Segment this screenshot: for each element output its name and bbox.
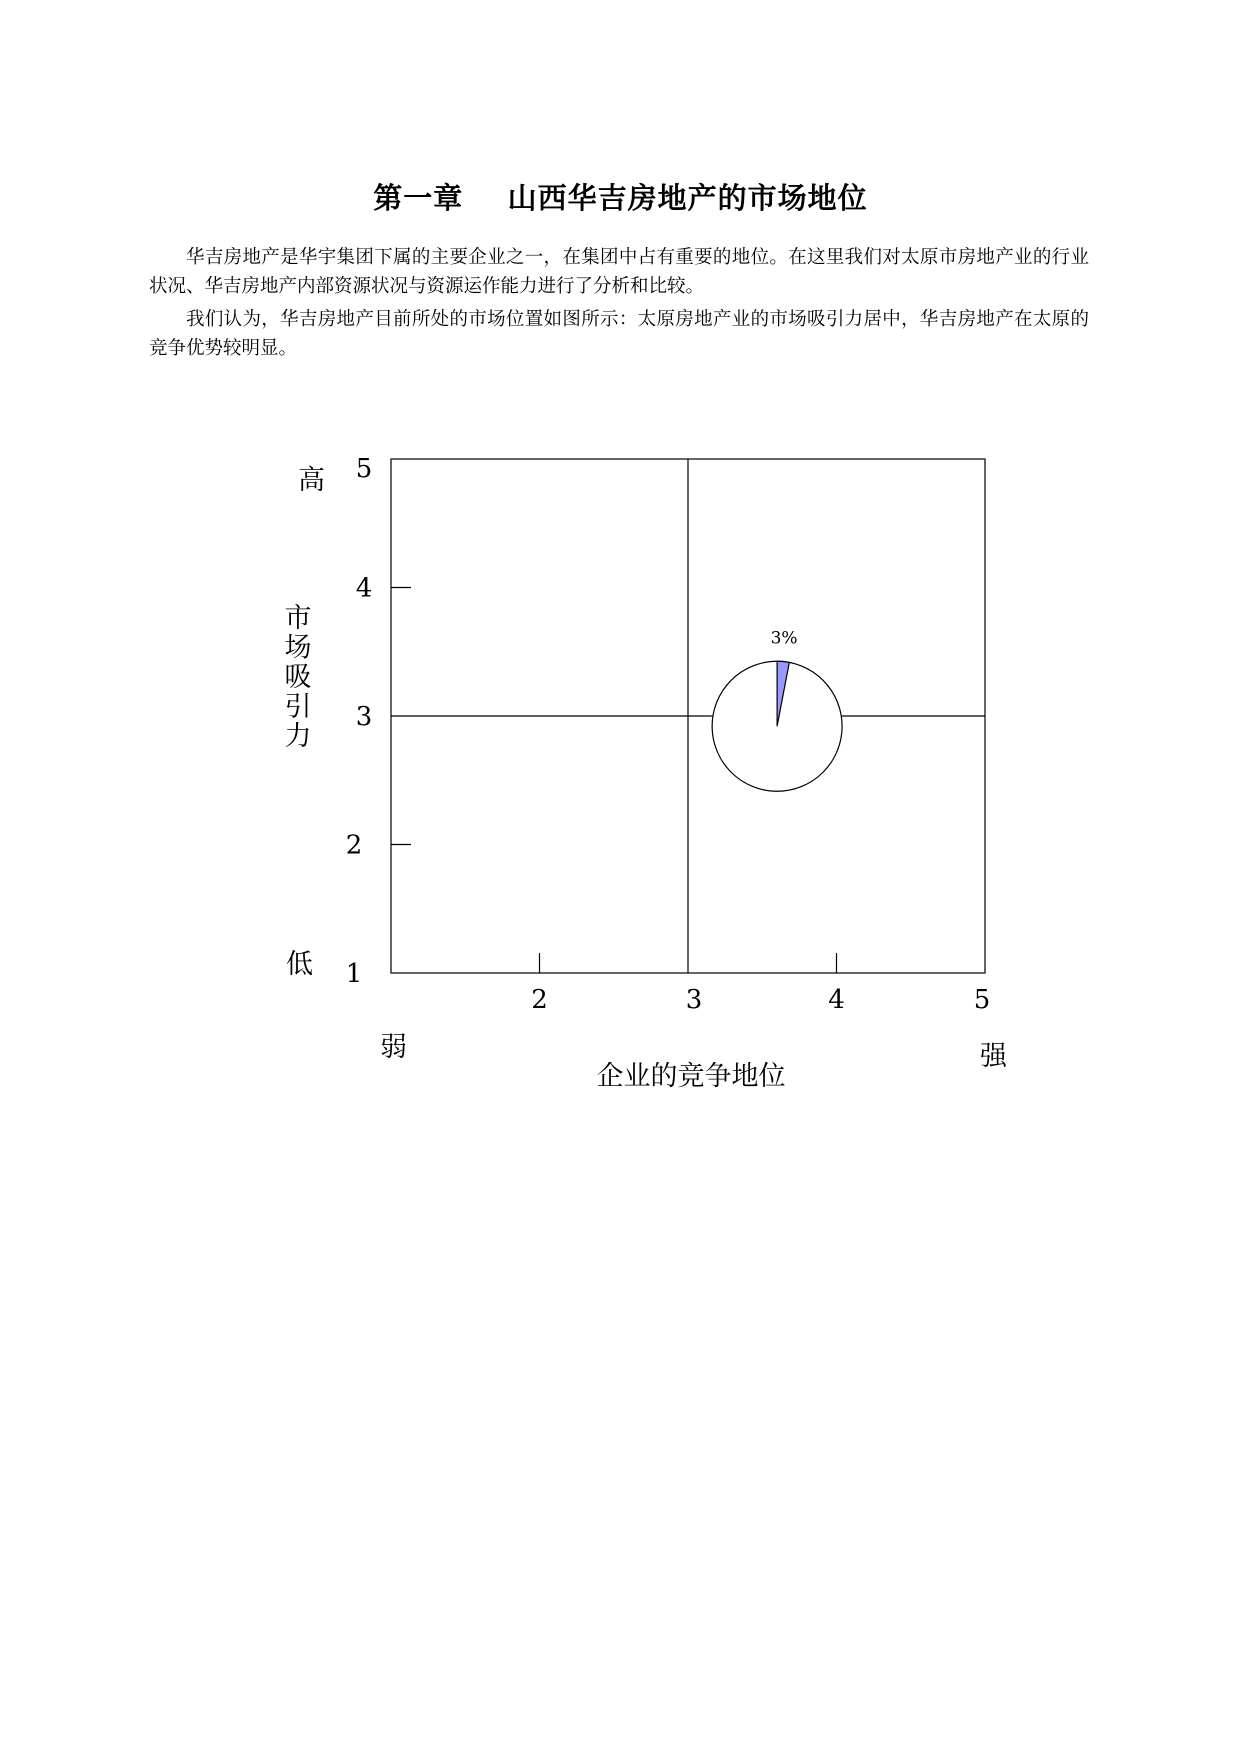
y-tick-label: 3 [355, 702, 373, 732]
body-paragraph-2: 我们认为，华吉房地产目前所处的市场位置如图所示：太原房地产业的市场吸引力居中，华吉房地产在太原的竞争优势较明显。 [149, 309, 1089, 359]
y-axis-title [285, 603, 312, 752]
y-high-label: 高 [298, 465, 325, 496]
point-layer [712, 628, 842, 791]
y-low-label: 低 [286, 949, 313, 980]
x-axis-title: 企业的竞争地位 [596, 1061, 786, 1092]
tick-label-layer [346, 454, 991, 1015]
x-tick-label: 2 [531, 985, 548, 1015]
y-tick-label: 1 [345, 959, 363, 989]
pie-bubble [712, 628, 842, 791]
x-tick-label: 5 [973, 985, 991, 1015]
x-tick-label: 4 [828, 985, 845, 1015]
grid-layer [391, 459, 985, 973]
y-axis-title-char: 引 [284, 691, 312, 723]
x-high-label: 强 [980, 1041, 1007, 1072]
y-tick-label: 4 [355, 573, 373, 604]
pie-slice-label: 3% [770, 628, 798, 649]
y-tick-label: 2 [345, 830, 363, 861]
x-tick-label: 3 [685, 985, 703, 1015]
y-axis-title-char: 场 [284, 632, 312, 664]
y-tick-label: 5 [355, 454, 373, 484]
y-axis-title-char: 市 [284, 603, 312, 634]
body-paragraph-1: 华吉房地产是华宇集团下属的主要企业之一，在集团中占有重要的地位。在这里我们对太原市房地产业的行业状况、华吉房地产内部资源状况与资源运作能力进行了分析和比较。 [149, 247, 1089, 297]
x-low-label: 弱 [380, 1032, 407, 1063]
y-axis-title-char: 吸 [284, 662, 312, 693]
page-title: 第一章 山西华吉房地产的市场地位 [373, 181, 868, 215]
y-axis-title-char: 力 [284, 721, 312, 752]
